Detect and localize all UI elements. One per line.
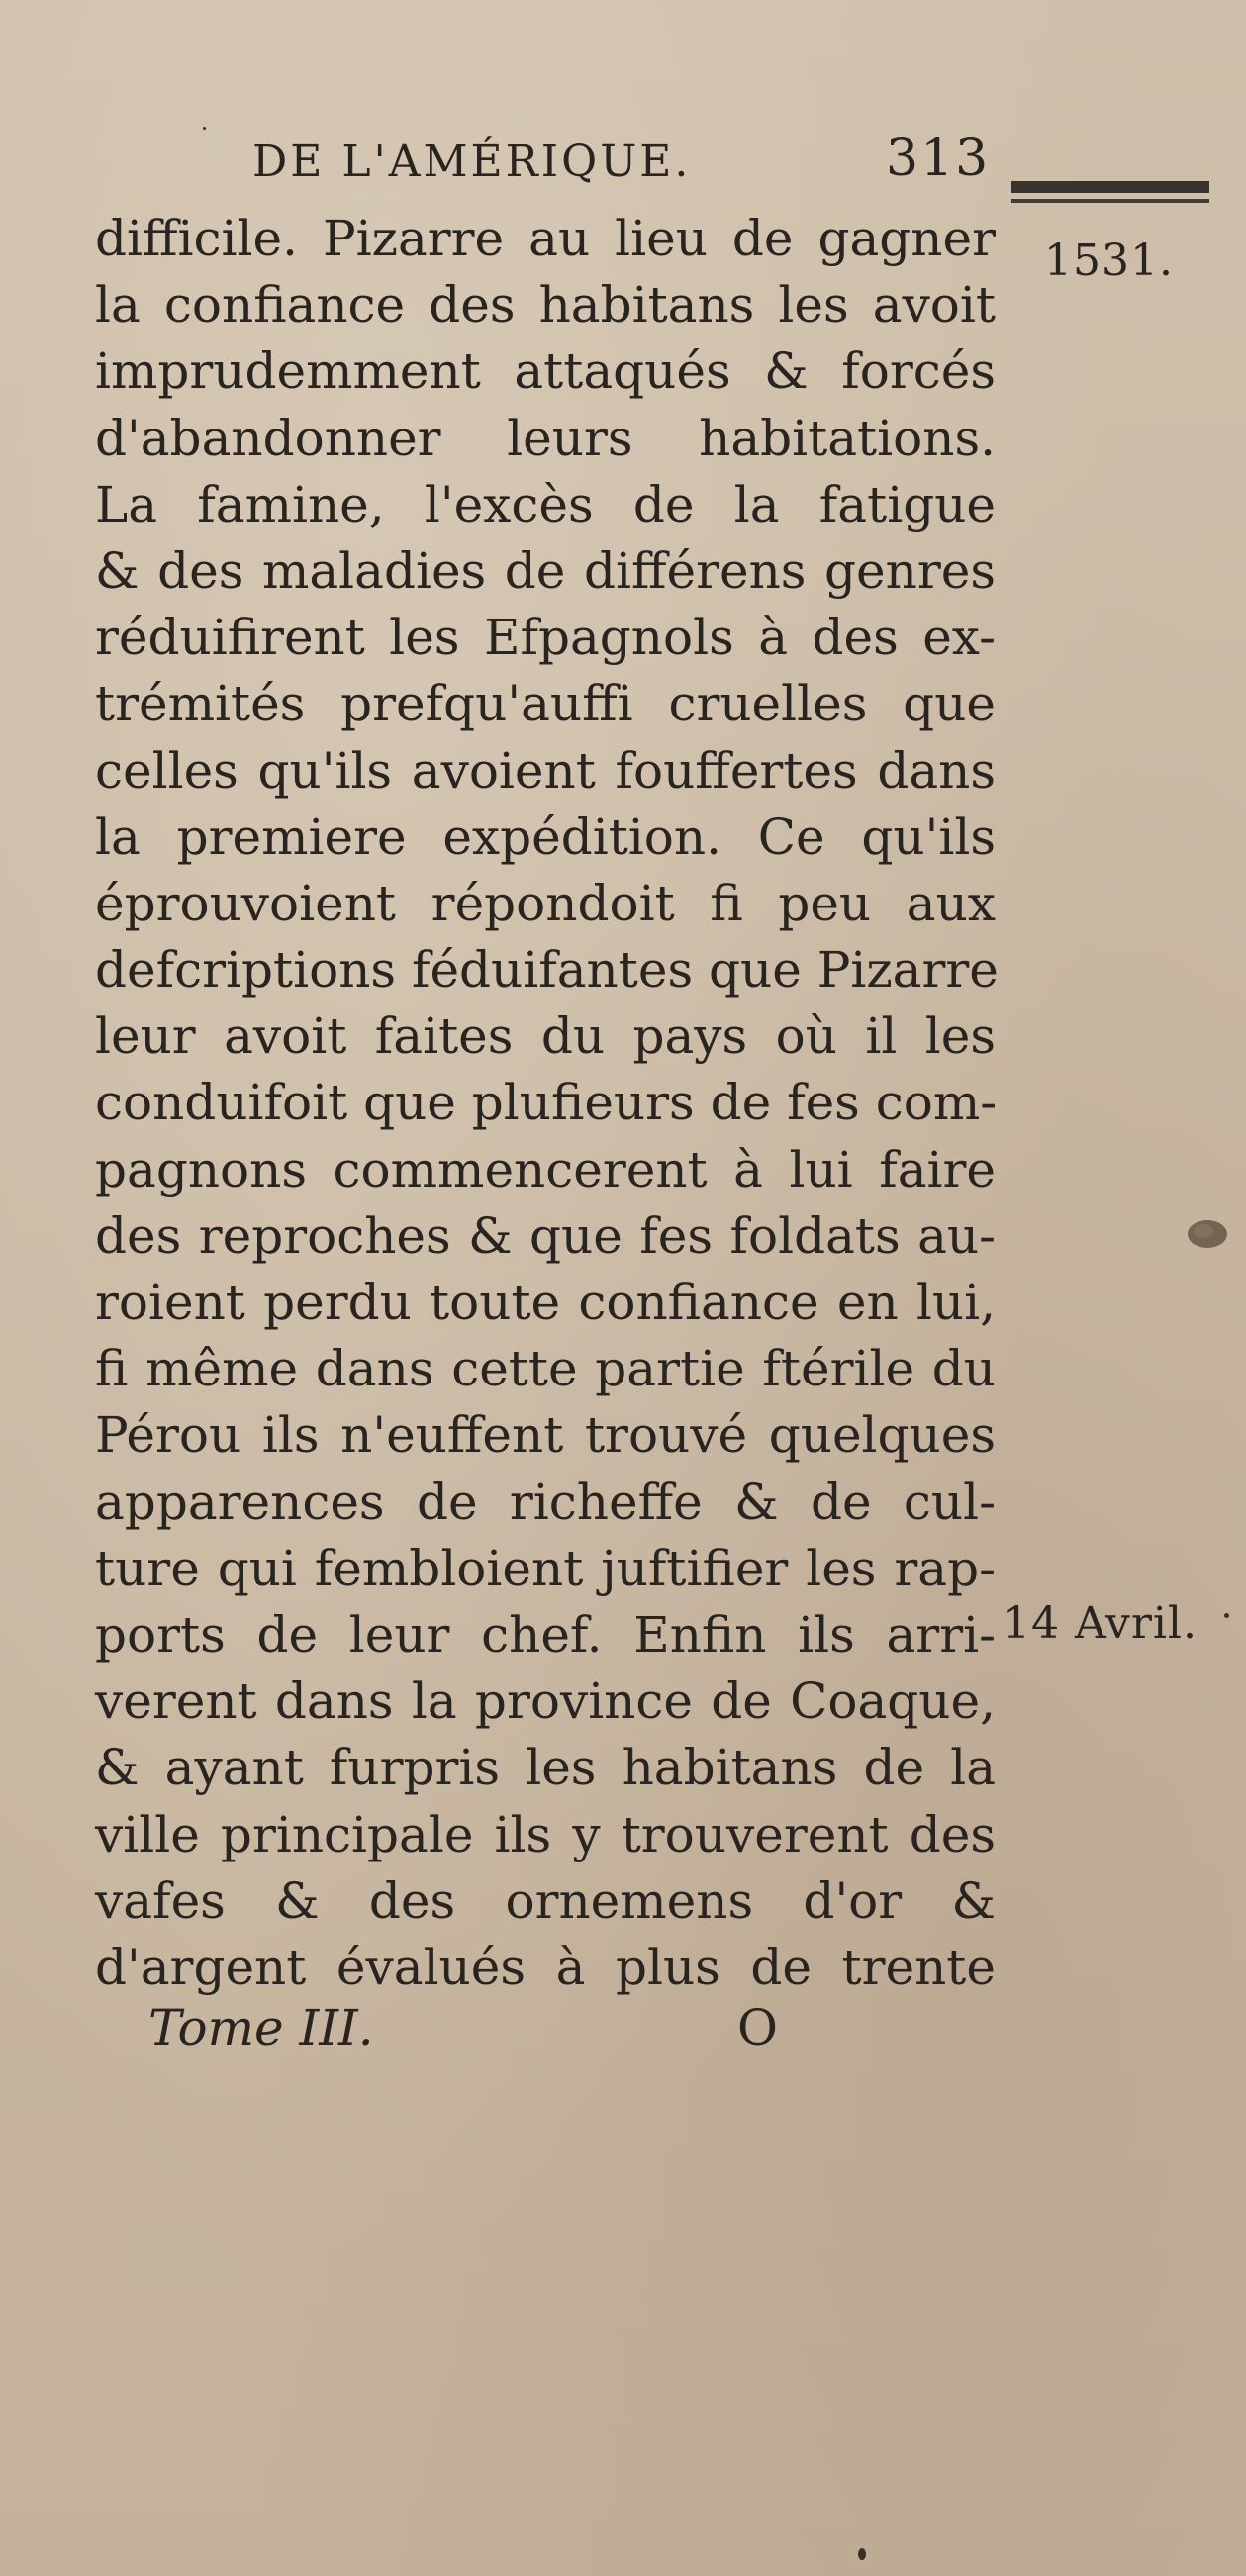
body-text bbox=[95, 206, 999, 2001]
speck bbox=[203, 127, 206, 130]
text-line: éprouvoient répondoit fi peu aux bbox=[95, 874, 996, 932]
margin-note-year: 1531. bbox=[1044, 236, 1174, 286]
text-line: celles qu'ils avoient fouffertes dans bbox=[95, 741, 996, 800]
text-line: trémités prefqu'auffi cruelles que bbox=[95, 675, 996, 733]
speck bbox=[1224, 1613, 1229, 1618]
text-line: pagnons commencerent à lui faire bbox=[95, 1140, 996, 1198]
text-line: fi même dans cette partie ftérile du bbox=[95, 1340, 996, 1398]
text-line: conduifoit que plufieurs de fes com- bbox=[95, 1074, 998, 1132]
text-line: la confiance des habitans les avoit bbox=[95, 276, 996, 334]
header-rule-inner bbox=[1011, 199, 1209, 203]
text-line: leur avoit faites du pays où il les bbox=[95, 1007, 996, 1066]
text-line: imprudemment attaqués & forcés bbox=[95, 342, 996, 401]
text-line: d'argent évalués à plus de trente bbox=[95, 1938, 996, 1996]
running-title: DE L'AMÉRIQUE. bbox=[252, 137, 692, 187]
text-line: & des maladies de différens genres bbox=[95, 541, 996, 600]
text-line: la premiere expédition. Ce qu'ils bbox=[95, 808, 996, 866]
text-line: ville principale ils y trouverent des bbox=[95, 1805, 996, 1863]
text-line: ture qui fembloient juftifier les rap- bbox=[95, 1539, 996, 1597]
ink-spot-icon bbox=[1184, 1215, 1233, 1253]
text-line: apparences de richeffe & de cul- bbox=[95, 1473, 996, 1531]
page-header bbox=[252, 129, 1044, 198]
page-footer bbox=[148, 1999, 841, 2068]
text-line: réduifirent les Efpagnols à des ex- bbox=[95, 609, 996, 667]
speck bbox=[858, 2548, 866, 2560]
text-line: defcriptions féduifantes que Pizarre bbox=[95, 941, 999, 1000]
text-line: ports de leur chef. Enfin ils arri- bbox=[95, 1605, 996, 1664]
signature-letter: O bbox=[737, 1999, 778, 2056]
text-line: roient perdu toute confiance en lui, bbox=[95, 1274, 996, 1331]
text-line: d'abandonner leurs habitations. bbox=[95, 409, 996, 467]
text-line: Pérou ils n'euffent trouvé quelques bbox=[95, 1406, 996, 1465]
text-line: difficile. Pizarre au lieu de gagner bbox=[95, 210, 996, 267]
text-line: verent dans la province de Coaque, bbox=[95, 1672, 996, 1731]
margin-note-date: 14 Avril. bbox=[1003, 1598, 1198, 1649]
text-line: & ayant furpris les habitans de la bbox=[95, 1739, 996, 1797]
header-rule bbox=[1011, 181, 1209, 193]
signature-mark: Tome III. bbox=[148, 1999, 374, 2056]
text-line: La famine, l'excès de la fatigue bbox=[95, 475, 996, 533]
text-line: vafes & des ornemens d'or & bbox=[95, 1871, 996, 1930]
text-line: des reproches & que fes foldats au- bbox=[95, 1206, 996, 1265]
page-number: 313 bbox=[886, 129, 991, 188]
